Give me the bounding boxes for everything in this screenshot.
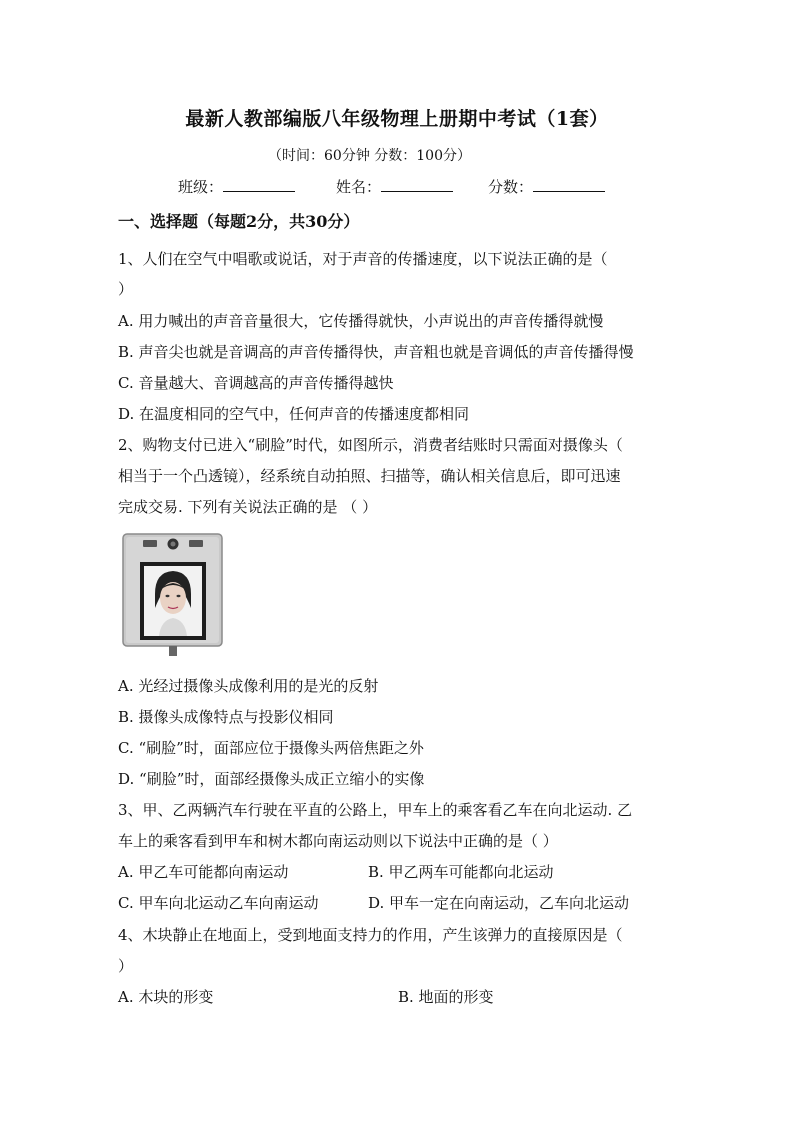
q1-stem-line2: ） [118, 280, 134, 298]
q4-stem-line2: ） [118, 957, 134, 975]
q4-option-a: A. 木块的形变 [118, 988, 214, 1006]
class-label: 班级： [178, 178, 224, 196]
q1-option-a: A. 用力喊出的声音音量很大，它传播得就快，小声说出的声音传播得就慢 [118, 312, 604, 330]
class-blank [223, 177, 295, 192]
q4-stem-line1: 4、木块静止在地面上，受到地面支持力的作用，产生该弹力的直接原因是（ [118, 926, 623, 944]
q3-option-b: B. 甲乙两车可能都向北运动 [368, 863, 554, 881]
q2-stem-line3: 完成交易. 下列有关说法正确的是 （ ） [118, 498, 378, 516]
score-field [488, 176, 605, 197]
score-label: 分数： [488, 178, 534, 196]
q1-option-c: C. 音量越大、音调越高的声音传播得越快 [118, 374, 394, 392]
face-scan-terminal-image [121, 532, 224, 658]
page-title: 最新人教部编版八年级物理上册期中考试（1套） [185, 108, 609, 130]
q2-stem-line2: 相当于一个凸透镜），经系统自动拍照、扫描等，确认相关信息后，即可迅速 [118, 467, 621, 485]
q1-stem-line1: 1、人们在空气中唱歌或说话，对于声音的传播速度，以下说法正确的是（ [118, 250, 608, 268]
section-heading: 一、选择题（每题2分，共30分） [118, 212, 360, 231]
name-label: 姓名： [336, 178, 382, 196]
q3-stem-line1: 3、甲、乙两辆汽车行驶在平直的公路上，甲车上的乘客看乙车在向北运动. 乙 [118, 801, 633, 819]
q2-option-d: D. “刷脸”时，面部经摄像头成正立缩小的实像 [118, 770, 425, 788]
q2-option-b: B. 摄像头成像特点与投影仪相同 [118, 708, 334, 726]
name-blank [381, 177, 453, 192]
q3-stem-line2: 车上的乘客看到甲车和树木都向南运动则以下说法中正确的是（ ） [118, 832, 558, 850]
q2-option-c: C. “刷脸”时，面部应位于摄像头两倍焦距之外 [118, 739, 424, 757]
q3-option-d: D. 甲车一定在向南运动，乙车向北运动 [368, 894, 630, 912]
q1-option-d: D. 在温度相同的空气中，任何声音的传播速度都相同 [118, 405, 470, 423]
score-blank [533, 177, 605, 192]
q2-option-a: A. 光经过摄像头成像利用的是光的反射 [118, 677, 379, 695]
q4-option-b: B. 地面的形变 [398, 988, 494, 1006]
q1-option-b: B. 声音尖也就是音调高的声音传播得快，声音粗也就是音调低的声音传播得慢 [118, 343, 634, 361]
q3-option-a: A. 甲乙车可能都向南运动 [118, 863, 289, 881]
class-field [178, 176, 295, 197]
name-field [336, 176, 453, 197]
exam-subtitle: （时间：60分钟 分数：100分） [268, 148, 471, 164]
q3-option-c: C. 甲车向北运动乙车向南运动 [118, 894, 319, 912]
q2-stem-line1: 2、购物支付已进入“刷脸”时代，如图所示，消费者结账时只需面对摄像头（ [118, 436, 623, 454]
